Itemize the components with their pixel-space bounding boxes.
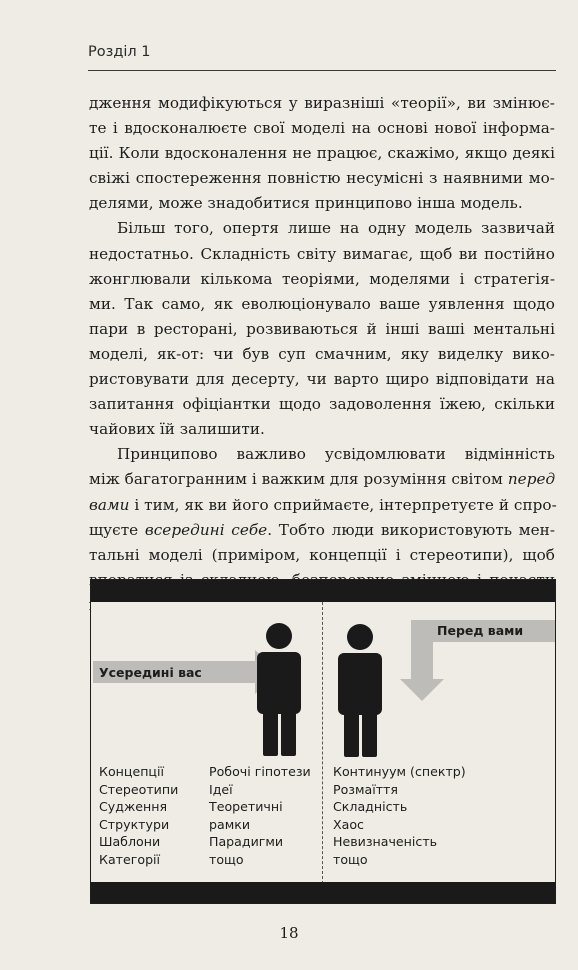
- text-run: . Тобто люди використовують мен-: [267, 520, 556, 539]
- list-item: рамки: [209, 816, 251, 832]
- text-run: і тим, як ви його сприймаєте, інтерпретуєте й спро-: [134, 495, 557, 514]
- list-item: Шаблони: [99, 834, 161, 850]
- text-line: недостатньо. Складність світу вимагає, щоб ви постійно: [89, 244, 555, 263]
- figure-bottom-bar: [91, 882, 555, 903]
- emphasis: всередині себе: [144, 520, 268, 539]
- list-item: Структури: [99, 816, 170, 832]
- list-item: Континуум (спектр): [333, 764, 466, 779]
- mental-models-figure: [90, 579, 556, 904]
- label-inside: Усередині вас: [99, 665, 202, 680]
- text-run: між багатогранним і важким для розуміння світом: [89, 470, 503, 489]
- list-item: Ідеї: [209, 781, 233, 797]
- text-line: [89, 518, 555, 543]
- text-line: [89, 467, 555, 492]
- list-item: тощо: [333, 851, 368, 867]
- label-outside: Перед вами: [437, 623, 524, 638]
- list-item: Категорії: [99, 851, 161, 867]
- list-item: Концепції: [99, 764, 165, 779]
- person-icon: [338, 624, 382, 757]
- text-line: тальні моделі (приміром, концепції і стереотипи), щоб: [89, 545, 555, 564]
- list-item: Робочі гіпотези: [209, 764, 311, 779]
- text-line: ми. Так само, як еволюціонувало ваше уявлення щодо: [89, 294, 555, 313]
- emphasis: вами: [89, 495, 130, 514]
- text-line: делями, може знадобитися принципово інша модель.: [89, 194, 523, 213]
- paragraph-1: [89, 91, 555, 216]
- paragraph-2: [89, 216, 555, 442]
- list-item: Судження: [99, 799, 168, 815]
- header-rule: [88, 70, 556, 71]
- list-item: тощо: [209, 851, 244, 867]
- text-line: ції. Коли вдосконалення не працює, скажімо, якщо деякі: [89, 144, 555, 163]
- text-line: дження модифікуються у виразніші «теорії», ви змінює-: [89, 94, 555, 112]
- column-internal-2: [209, 763, 311, 869]
- text-line: жонглювали кількома теоріями, моделями і стратегія-: [89, 269, 555, 288]
- text-line: ристовувати для десерту, чи варто щиро відповідати на: [89, 370, 555, 389]
- list-item: Розмаїття: [333, 781, 398, 797]
- body-text: [89, 91, 555, 618]
- list-item: Хаос: [333, 816, 364, 832]
- text-line: пари в ресторані, розвиваються й інші ваші ментальні: [89, 319, 555, 338]
- text-run: щуєте: [89, 520, 139, 539]
- text-line: свіжі спостереження повністю несумісні з наявними мо-: [89, 169, 555, 188]
- text-line: те і вдосконалюєте свої моделі на основі нової інформа-: [89, 119, 555, 138]
- list-item: Невизначеність: [333, 834, 438, 850]
- list-item: Теоретичні: [209, 799, 283, 815]
- emphasis: перед: [507, 470, 556, 489]
- text-line: Принципово важливо усвідомлювати відмінність: [117, 445, 555, 464]
- text-line: запитання офіціантки щодо задоволення їжею, скільки: [89, 395, 555, 414]
- list-item: Парадигми: [209, 834, 284, 850]
- person-icon: [257, 623, 301, 756]
- column-internal-1: [99, 763, 178, 869]
- text-line: [89, 493, 555, 518]
- text-line: Більш того, опертя лише на одну модель зазвичай: [117, 219, 555, 238]
- text-line: моделі, як-от: чи був суп смачним, яку виделку вико-: [89, 344, 555, 363]
- page-number: 18: [279, 924, 299, 942]
- text-line: чайових їй залишити.: [89, 420, 265, 439]
- list-item: Складність: [333, 799, 408, 815]
- list-item: Стереотипи: [99, 781, 179, 797]
- running-head: Розділ 1: [88, 44, 151, 60]
- column-external: [333, 763, 466, 869]
